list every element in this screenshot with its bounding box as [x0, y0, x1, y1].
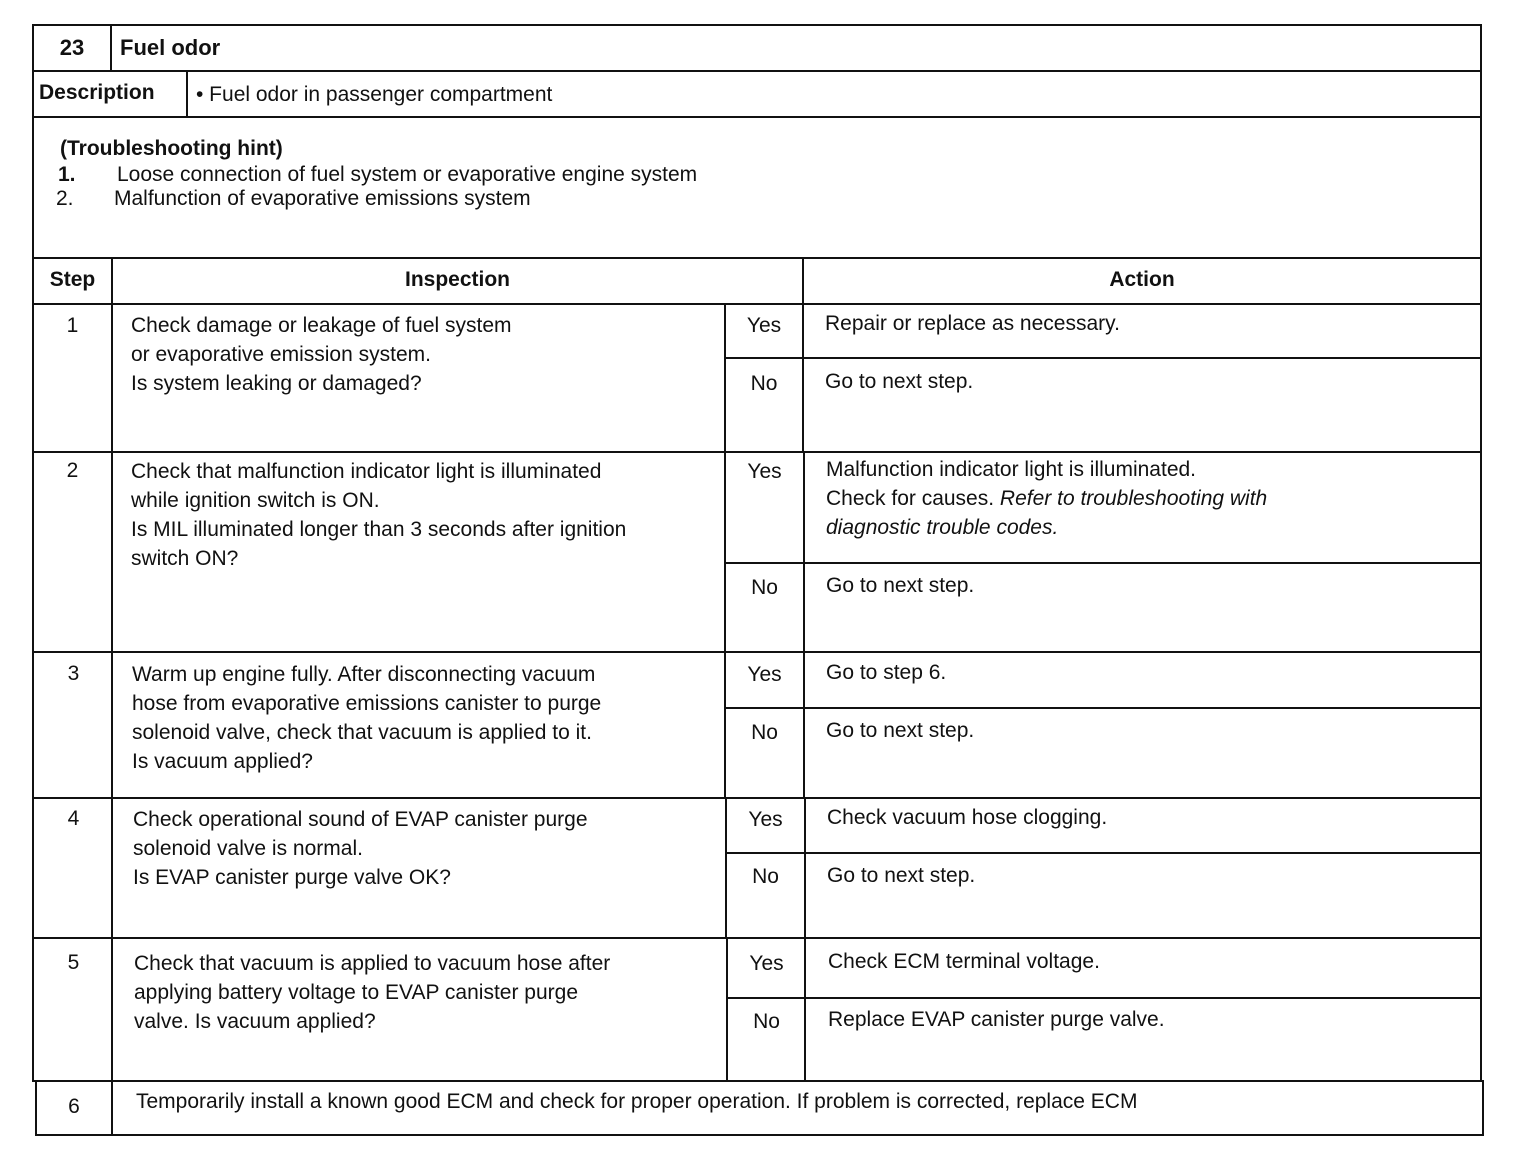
rule: [726, 997, 1482, 999]
action-text: Malfunction indicator light is illuminated.: [826, 458, 1197, 481]
rule: [32, 116, 1482, 118]
rule: [803, 451, 805, 797]
inspection-line: or evaporative emission system.: [131, 343, 431, 366]
step-number: 5: [67, 951, 80, 974]
rule: [726, 562, 1482, 564]
hint-item: Loose connection of fuel system or evaporative engine system: [117, 163, 698, 186]
rule: [110, 24, 112, 72]
inspection-line: solenoid valve, check that vacuum is applied to it.: [132, 721, 592, 744]
rule: [1482, 1080, 1484, 1136]
section-number: 23: [59, 35, 85, 60]
no-label: No: [752, 865, 779, 888]
action-text: Go to next step.: [825, 370, 974, 393]
step-number: 4: [67, 807, 80, 830]
inspection-line: switch ON?: [131, 547, 239, 570]
action-text: Check ECM terminal voltage.: [828, 950, 1100, 973]
step-number: 6: [68, 1095, 80, 1118]
no-label: No: [751, 721, 778, 744]
no-label: No: [750, 372, 778, 395]
rule: [32, 797, 1482, 799]
rule: [726, 707, 1482, 709]
rule: [111, 257, 113, 1136]
inspection-line: Warm up engine fully. After disconnecting vacuum: [132, 663, 596, 686]
inspection-line: solenoid valve is normal.: [133, 837, 363, 860]
description-label: Description: [39, 81, 155, 104]
inspection-line: Is MIL illuminated longer than 3 seconds after ignition: [131, 518, 627, 541]
action-text: Check for causes.: [826, 487, 995, 510]
rule: [35, 1134, 1484, 1136]
action-text: Replace EVAP canister purge valve.: [828, 1008, 1165, 1031]
column-header-inspection: Inspection: [404, 268, 510, 291]
step-number: 3: [67, 662, 80, 685]
yes-label: Yes: [747, 663, 782, 686]
action-text: Go to step 6.: [826, 661, 947, 684]
rule: [32, 257, 1482, 259]
hint-number: 1.: [58, 163, 76, 186]
rule: [726, 852, 1482, 854]
page-title: Fuel odor: [120, 35, 221, 60]
action-text: [826, 484, 1267, 513]
inspection-line: Is system leaking or damaged?: [131, 372, 422, 395]
column-header-step: Step: [49, 268, 96, 291]
inspection-line: Check operational sound of EVAP canister purge: [133, 808, 588, 831]
inspection-line: hose from evaporative emissions canister to purge: [132, 692, 602, 715]
inspection-line: valve. Is vacuum applied?: [134, 1010, 376, 1033]
rule: [186, 70, 188, 118]
action-reference: Refer to troubleshooting with: [999, 487, 1268, 510]
rule: [804, 797, 806, 1080]
rule: [32, 651, 1482, 653]
inspection-line: Is vacuum applied?: [132, 750, 313, 773]
rule: [32, 451, 1482, 453]
hint-title: (Troubleshooting hint): [60, 137, 283, 160]
rule: [726, 357, 1482, 359]
inspection-line: Is EVAP canister purge valve OK?: [133, 866, 451, 889]
inspection-line: while ignition switch is ON.: [131, 489, 380, 512]
yes-label: Yes: [749, 952, 784, 975]
yes-label: Yes: [746, 314, 782, 337]
inspection-line: Check damage or leakage of fuel system: [131, 314, 512, 337]
action-text: Go to next step.: [826, 719, 975, 742]
no-label: No: [751, 576, 778, 599]
rule: [32, 24, 34, 1082]
yes-label: Yes: [748, 808, 783, 831]
yes-label: Yes: [747, 460, 782, 483]
action-text: Go to next step.: [826, 574, 975, 597]
hint-number: 2.: [56, 187, 74, 210]
step-number: 1: [66, 314, 79, 337]
rule: [1480, 24, 1482, 1082]
no-label: No: [753, 1010, 780, 1033]
action-text: Repair or replace as necessary.: [825, 312, 1120, 335]
rule: [32, 303, 1482, 305]
hint-item: Malfunction of evaporative emissions system: [114, 187, 531, 210]
rule: [32, 24, 1482, 26]
action-text: Check vacuum hose clogging.: [827, 806, 1108, 829]
action-text: Go to next step.: [827, 864, 976, 887]
rule: [32, 1080, 1484, 1082]
inspection-line: Check that vacuum is applied to vacuum hose after: [134, 952, 611, 975]
step-number: 2: [66, 459, 79, 482]
inspection-line: Check that malfunction indicator light is illuminated: [131, 460, 602, 483]
rule: [32, 70, 1482, 72]
rule: [32, 937, 1482, 939]
description-text: • Fuel odor in passenger compartment: [196, 83, 553, 106]
final-step-text: Temporarily install a known good ECM and check for proper operation. If problem is corrected, replace ECM: [136, 1090, 1138, 1113]
column-header-action: Action: [1109, 268, 1175, 291]
inspection-line: applying battery voltage to EVAP canister purge: [134, 981, 578, 1004]
action-reference: diagnostic trouble codes.: [826, 516, 1059, 539]
